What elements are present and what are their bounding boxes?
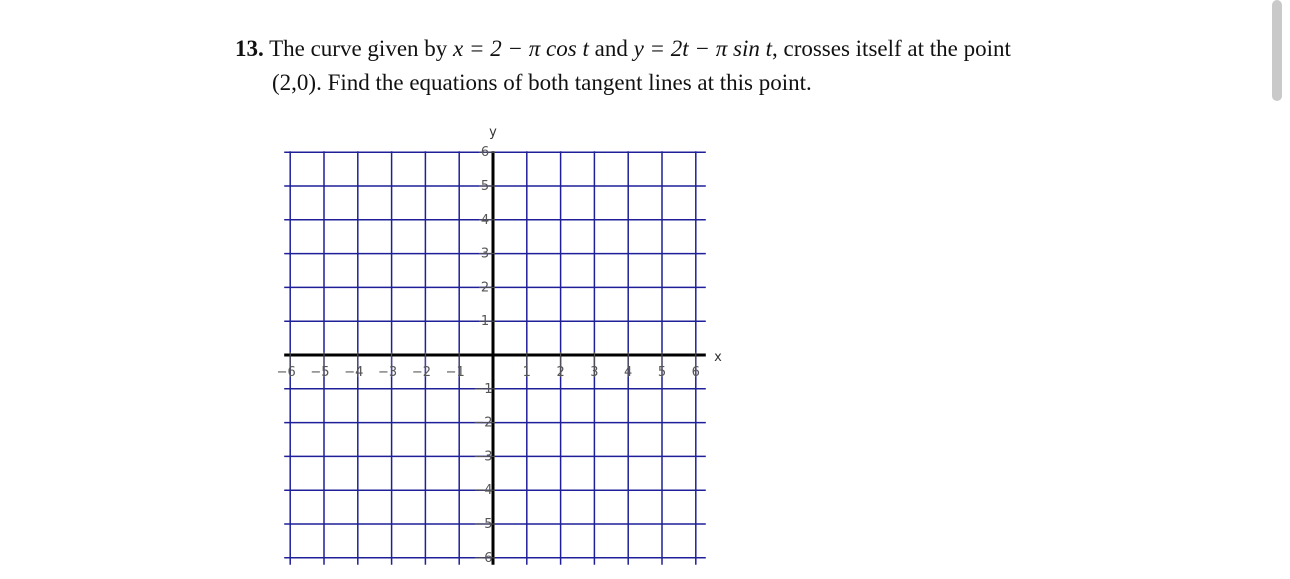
and-word: and: [594, 36, 628, 61]
y-tick-label: −6: [473, 550, 493, 566]
y-tick-label: −4: [473, 483, 493, 499]
y-axis-label: y: [489, 125, 497, 140]
y-tick-label: 2: [480, 280, 490, 296]
y-tick-label: −3: [473, 449, 493, 465]
y-tick-label: 4: [480, 212, 490, 228]
y-tick-label: 1: [480, 314, 490, 330]
x-tick-label: −6: [276, 365, 296, 380]
y-tick-label: −1: [473, 381, 493, 397]
problem-line-2: (2,0). Find the equations of both tangent lines at this point.: [272, 70, 812, 95]
y-equation: y = 2t − π sin t: [633, 36, 772, 61]
y-tick-label: 5: [480, 179, 490, 194]
y-tick-label: −5: [473, 517, 493, 532]
scrollbar-thumb[interactable]: [1272, 0, 1282, 101]
y-tick-label: 3: [480, 246, 490, 262]
x-tick-label: −5: [310, 365, 330, 380]
x-tick-label: −3: [378, 365, 398, 380]
x-tick-label: 5: [657, 365, 667, 380]
x-tick-label: 4: [624, 365, 633, 380]
x-tick-label: 2: [556, 365, 565, 380]
problem-number: 13.: [235, 36, 264, 61]
grid-lines: [284, 151, 706, 565]
x-tick-label: −1: [445, 365, 465, 380]
x-tick-label: 3: [590, 365, 599, 380]
x-tick-label: 6: [691, 365, 700, 380]
x-tick-label: −2: [411, 365, 431, 380]
x-equation: x = 2 − π cos t: [453, 36, 589, 61]
y-tick-label: −2: [473, 415, 493, 431]
y-tick-label: 6: [480, 145, 490, 161]
x-tick-label: −4: [344, 365, 364, 380]
x-tick-label: 1: [522, 365, 531, 380]
x-axis-label: x: [714, 350, 722, 365]
axes: [284, 151, 706, 565]
problem-tail: , crosses itself at the point: [771, 36, 1011, 61]
problem-intro: The curve given by: [269, 36, 448, 61]
